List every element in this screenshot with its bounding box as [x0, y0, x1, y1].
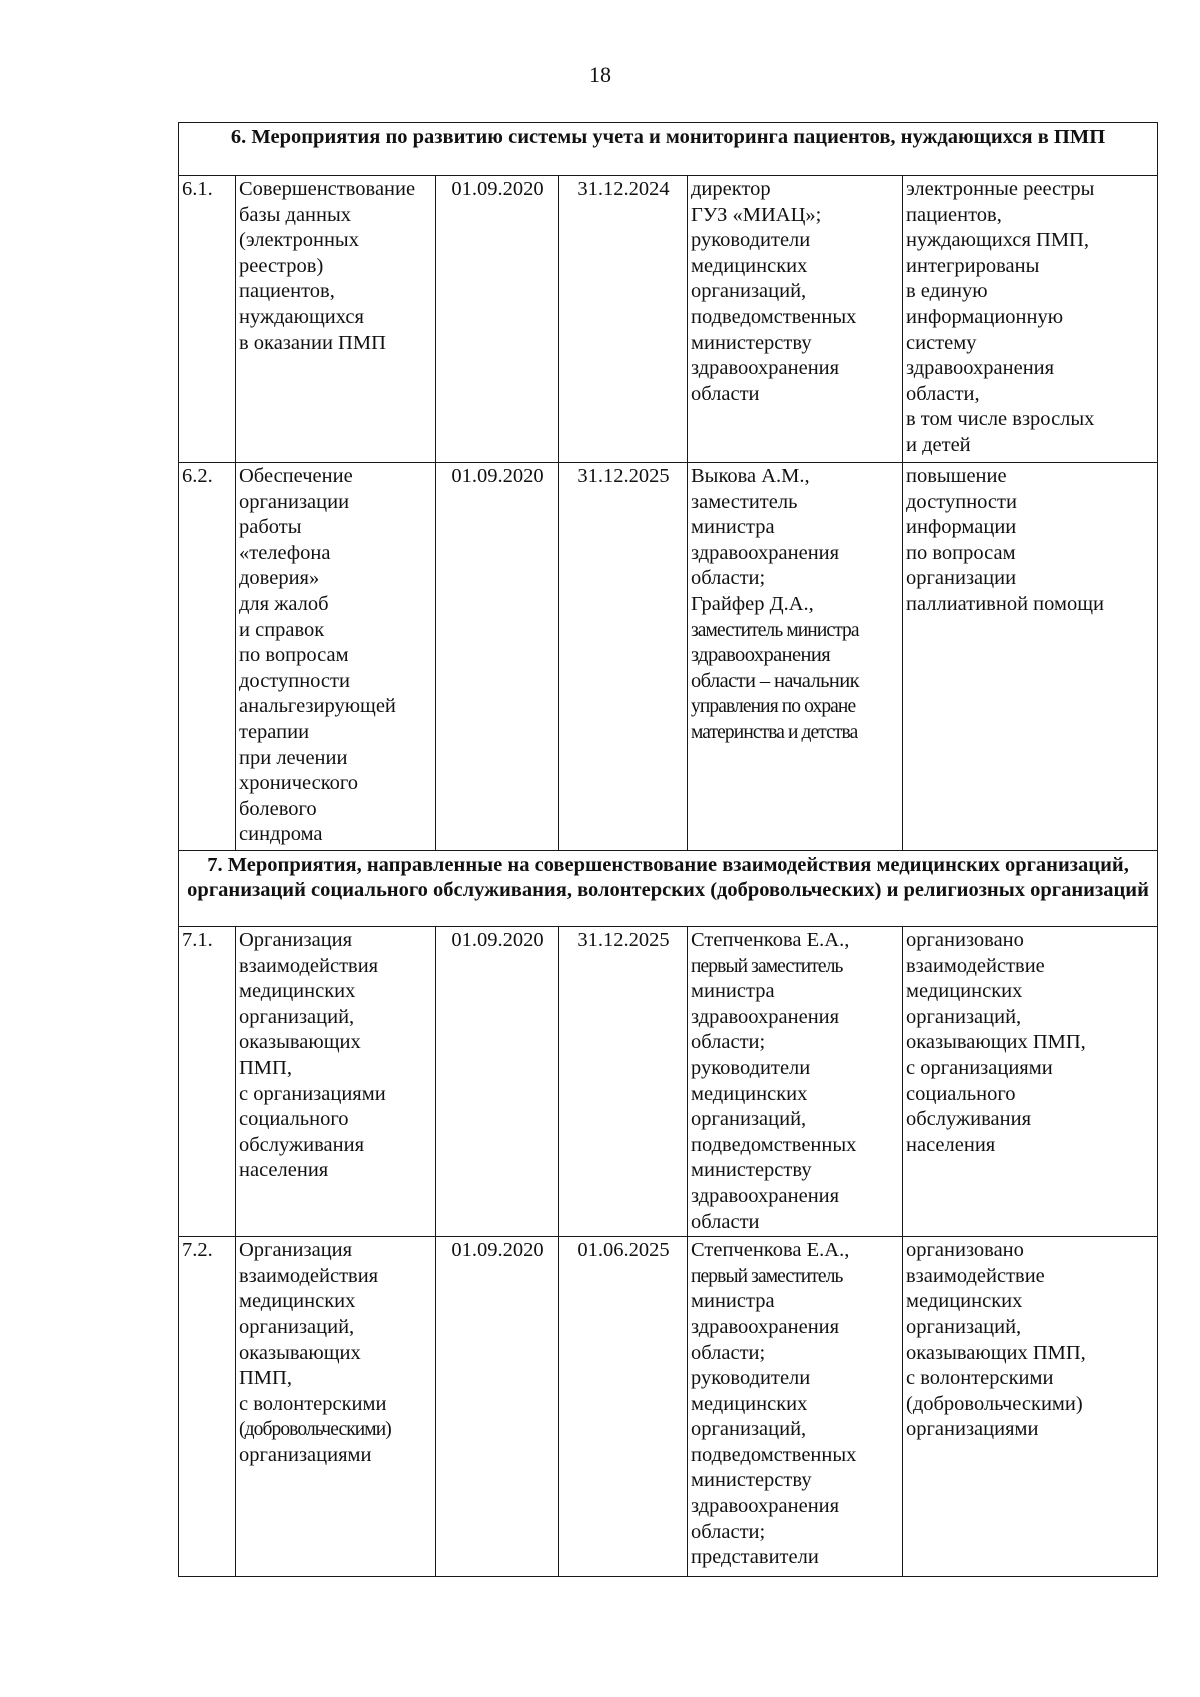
- row-number: 7.2.: [179, 1237, 236, 1577]
- responsible-text-d: управления по охране материнства и детства: [691, 696, 858, 743]
- activity-cell: Совершенствование базы данных (электронных реестров) пациентов, нуждающихся в оказании ПМП: [236, 176, 436, 463]
- start-date-cell: 01.09.2020: [436, 927, 559, 1237]
- table-row-6-2: [179, 463, 1158, 851]
- section-header-7: [179, 851, 1158, 927]
- result-cell: организовано взаимодействие медицинских организаций, оказывающих ПМП, с организациями социального обслуживания населения: [903, 927, 1158, 1237]
- result-cell: повышение доступности информации по вопросам организации паллиативной помощи: [903, 463, 1158, 851]
- activities-table: [178, 122, 1158, 1577]
- result-cell: электронные реестры пациентов, нуждающихся ПМП, интегрированы в единую информационную систему здравоохранения области, в том числе взрослых и детей: [903, 176, 1158, 463]
- end-date-cell: 31.12.2025: [559, 927, 688, 1237]
- start-date-cell: 01.09.2020: [436, 1237, 559, 1577]
- activity-cell: Обеспечение организации работы «телефона доверия» для жалоб и справок по вопросам доступности анальгезирующей терапии при лечении хронического болевого синдрома: [236, 463, 436, 851]
- responsible-text-a: Степченкова Е.А.,: [691, 929, 850, 951]
- end-date-cell: 31.12.2024: [559, 176, 688, 463]
- responsible-text-b: первый заместитель: [691, 1265, 843, 1287]
- responsible-text-b: заместитель министра: [691, 619, 859, 641]
- result-cell: организовано взаимодействие медицинских организаций, оказывающих ПМП, с волонтерскими (добровольческими) организациями: [903, 1237, 1158, 1577]
- responsible-text-c: здравоохранения области – начальник: [691, 644, 859, 692]
- end-date-cell: 01.06.2025: [559, 1237, 688, 1577]
- table-row-7-2: [179, 1237, 1158, 1577]
- activity-cell: [236, 1237, 436, 1577]
- responsible-cell: [688, 1237, 903, 1577]
- end-date-cell: 31.12.2025: [559, 463, 688, 851]
- activity-text-b: (добровольческими): [239, 1419, 391, 1441]
- row-number: 6.2.: [179, 463, 236, 851]
- page-number: 18: [589, 62, 611, 87]
- activity-cell: Организация взаимодействия медицинских организаций, оказывающих ПМП, с организациями социального обслуживания населения: [236, 927, 436, 1237]
- row-number: 6.1.: [179, 176, 236, 463]
- responsible-text-c: министра здравоохранения области; руководители медицинских организаций, подведомственных министерству здравоохранения области: [691, 980, 857, 1233]
- responsible-text-a: Степченкова Е.А.,: [691, 1239, 850, 1262]
- row-number: 7.1.: [179, 927, 236, 1237]
- table-row-6-1: [179, 176, 1158, 463]
- responsible-cell: директор ГУЗ «МИАЦ»; руководители медицинских организаций, подведомственных министерству здравоохранения области: [688, 176, 903, 463]
- table-row-7-1: [179, 927, 1158, 1237]
- responsible-cell: [688, 463, 903, 851]
- section-header-6: [179, 123, 1158, 176]
- activity-text-c: организациями: [239, 1443, 372, 1466]
- section-title: 6. Мероприятия по развитию системы учета и мониторинга пациентов, нуждающихся в ПМП: [179, 123, 1158, 176]
- responsible-text-a: Выкова А.М., заместитель министра здравоохранения области; Грайфер Д.А.,: [691, 465, 840, 615]
- responsible-cell: [688, 927, 903, 1237]
- section-title: 7. Мероприятия, направленные на совершенствование взаимодействия медицинских организаций, организаций социального обслуживания, волонтерских (добровольческих) и религиозных организаций: [179, 851, 1158, 927]
- start-date-cell: 01.09.2020: [436, 463, 559, 851]
- responsible-text-b: первый заместитель: [691, 955, 843, 977]
- responsible-text-c: министра здравоохранения области; руководители медицинских организаций, подведомственных министерству здравоохранения области; представители: [691, 1290, 857, 1569]
- start-date-cell: 01.09.2020: [436, 176, 559, 463]
- activity-text-a: Организация взаимодействия медицинских организаций, оказывающих ПМП, с волонтерскими: [239, 1239, 387, 1415]
